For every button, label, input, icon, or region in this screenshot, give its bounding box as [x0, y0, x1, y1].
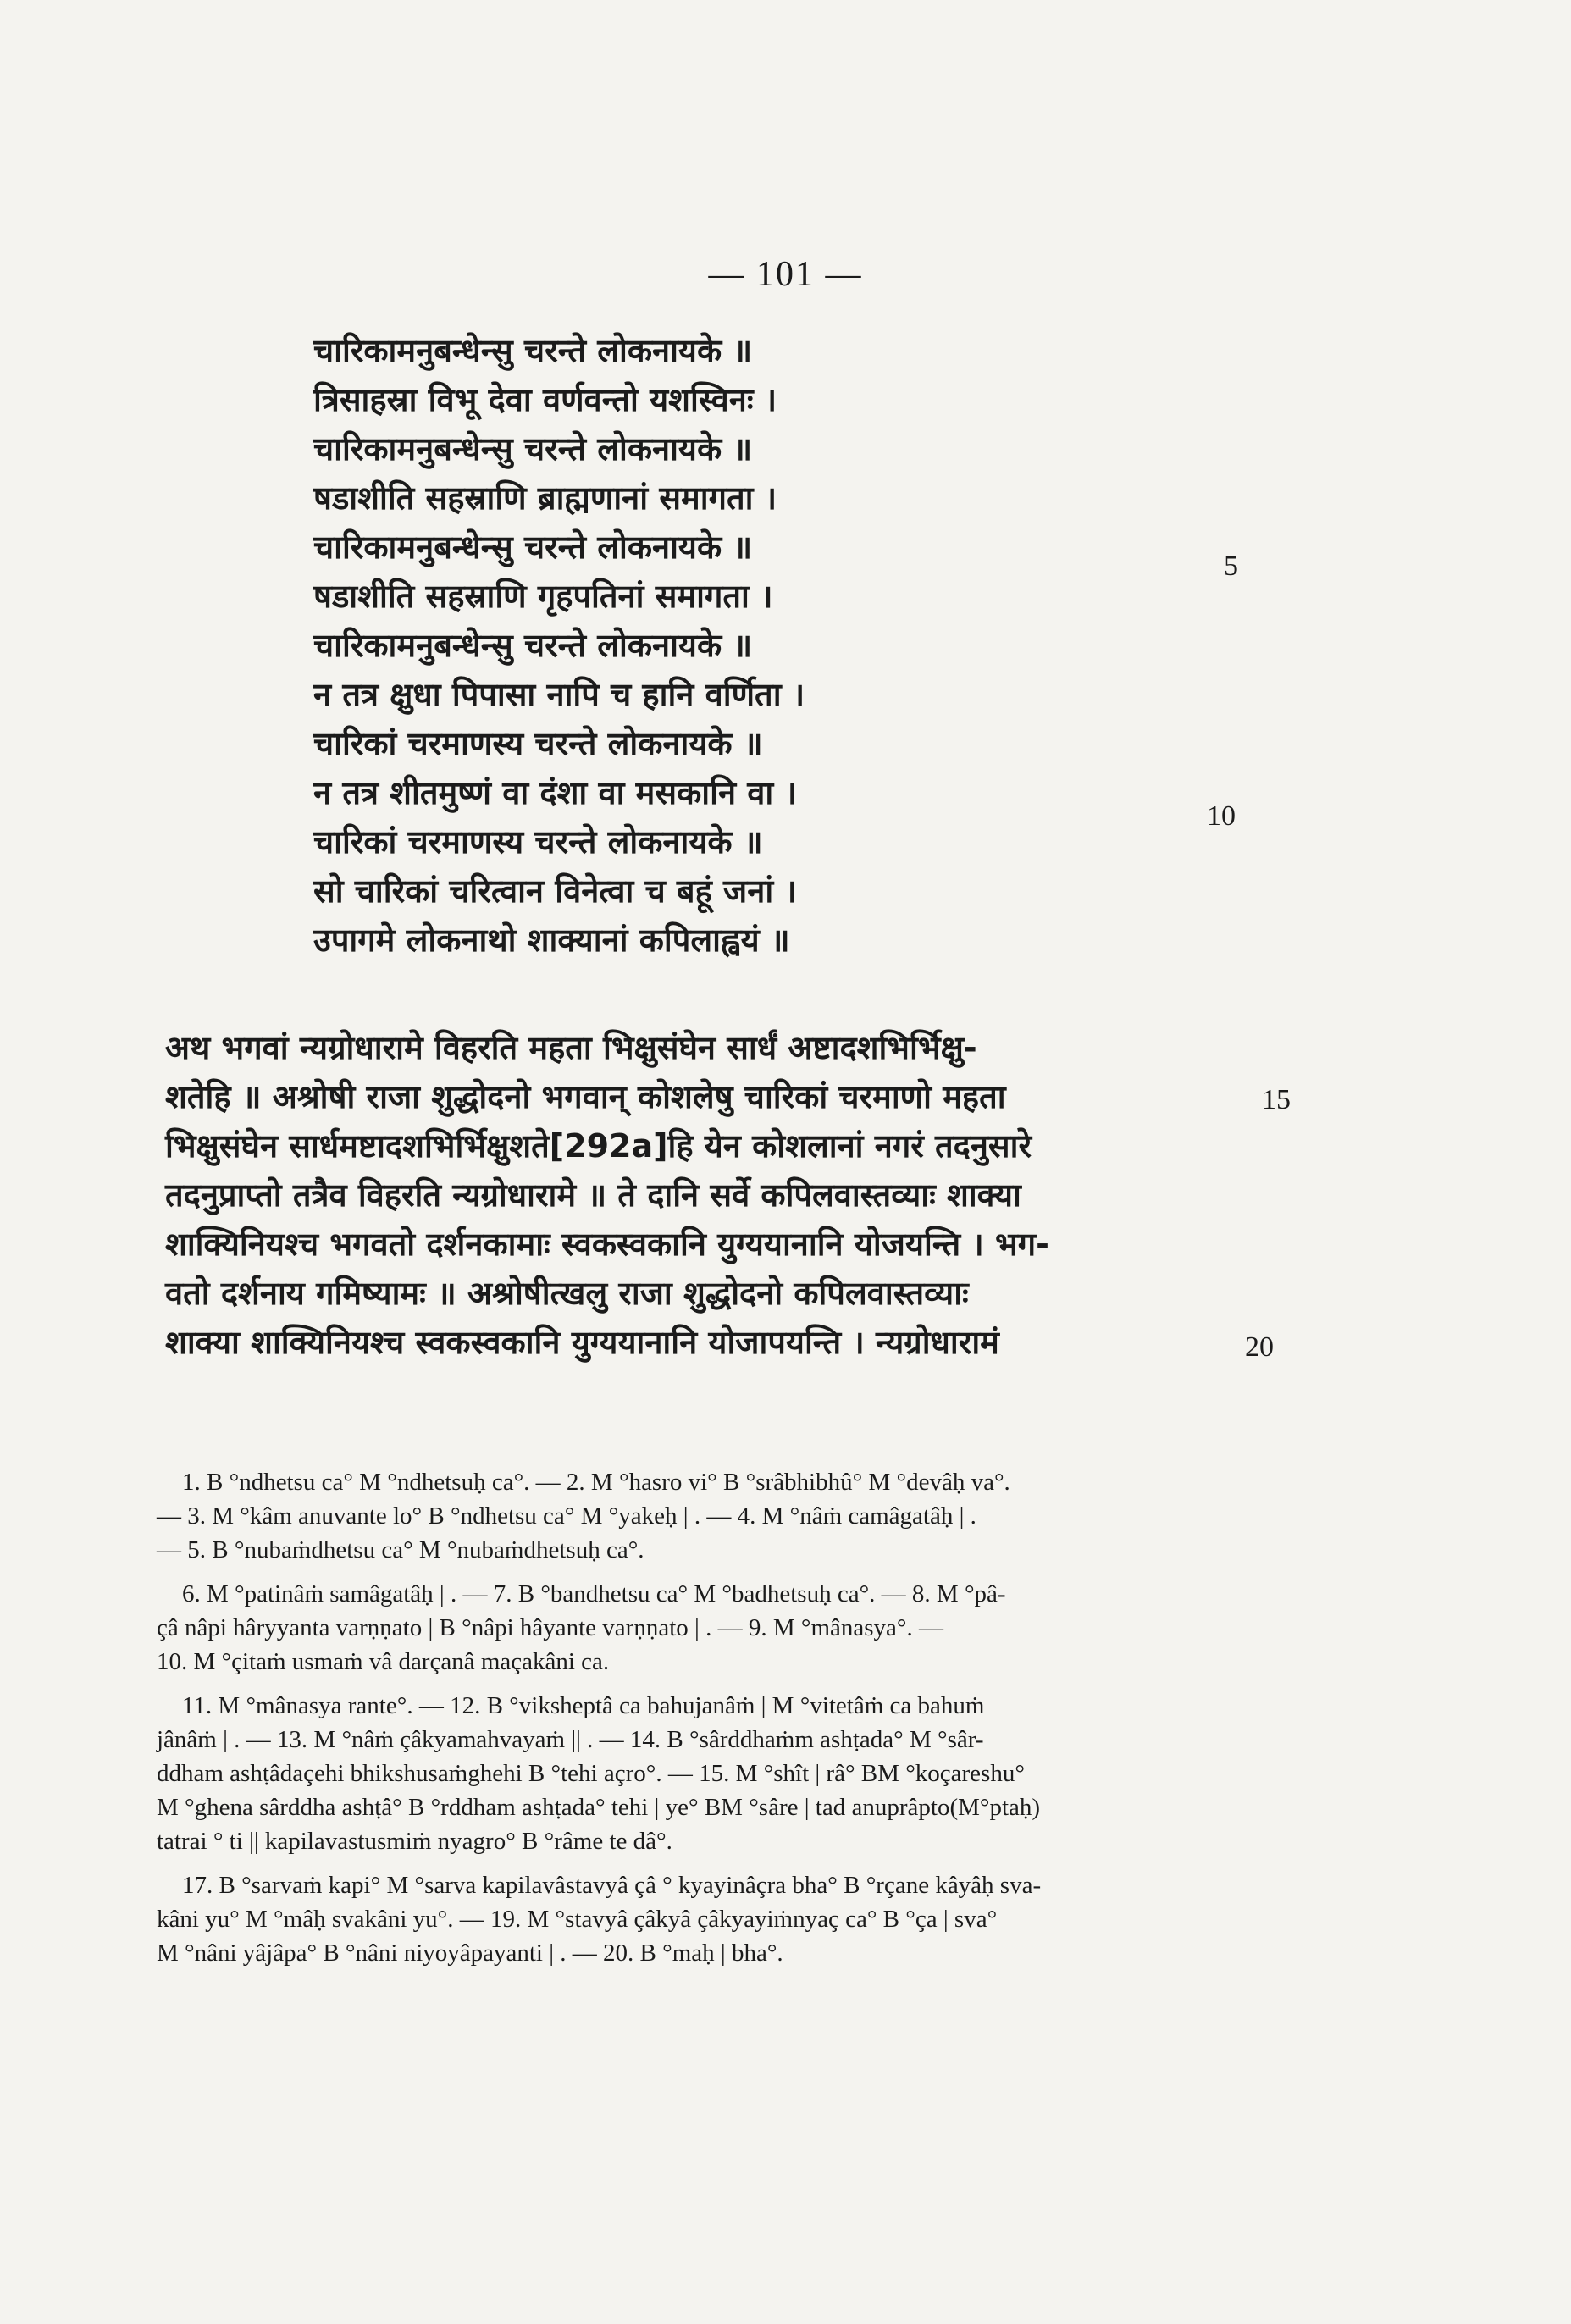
prose-line: तदनुप्राप्तो तत्रैव विहरति न्यग्रोधारामे ॥ ते दानि सर्वे कपिलवास्तव्याः शाक्या — [165, 1176, 1021, 1214]
footnote-line: jânâṁ | . — 13. M °nâṁ çâkyamahvayaṁ || . — 14. B °sârddhaṁm ashṭada° M °sâr- — [157, 1726, 984, 1753]
footnote-block — [157, 1577, 1258, 1679]
verse-block — [313, 326, 1287, 965]
verse-line: चारिकामनुबन्धेन्सु चरन्ते लोकनायके ॥ — [313, 528, 753, 566]
footnote-line: 10. M °çitaṁ usmaṁ vâ darçanâ maçakâni ca. — [157, 1648, 610, 1675]
prose-line: वतो दर्शनाय गमिष्यामः ॥ अश्रोषीत्खलु राजा शुद्धोदनो कपिलवास्तव्याः — [165, 1275, 969, 1312]
footnote-line: M °nâni yâjâpa° B °nâni niyoyâpayanti | . — 20. B °maḥ | bha°. — [157, 1939, 783, 1967]
verse-line: षडाशीति सहस्राणि ब्राह्मणानां समागता । — [313, 479, 777, 517]
footnote-block — [157, 1689, 1258, 1858]
prose-line: शाक्यिनियश्च भगवतो दर्शनकामाः स्वकस्वकानि युग्ययानानि योजयन्ति । भग- — [165, 1226, 1049, 1263]
footnote-line: M °ghena sârddha ashṭâ° B °rddham ashṭada° tehi | ye° BM °sâre | tad anuprâpto(M°ptaḥ) — [157, 1794, 1041, 1821]
line-number-15: 15 — [1262, 1084, 1291, 1115]
footnote-line: — 5. B °nubaṁdhetsu ca° M °nubaṁdhetsuḥ ca°. — [157, 1536, 644, 1563]
footnote-line: 11. M °mânasya rante°. — 12. B °viksheptâ ca bahujanâṁ | M °vitetâṁ ca bahuṁ — [182, 1692, 985, 1719]
line-number-20: 20 — [1245, 1331, 1274, 1363]
verse-line: चारिकामनुबन्धेन्सु चरन्ते लोकनायके ॥ — [313, 627, 753, 664]
footnote-line: ddham ashṭâdaçehi bhikshusaṁghehi B °tehi açro°. — 15. M °shît | râ° BM °koçareshu° — [157, 1760, 1025, 1787]
prose-line: शाक्या शाक्यिनियश्च स्वकस्वकानि युग्ययानानि योजापयन्ति । न्यग्रोधारामं — [165, 1324, 999, 1361]
footnote-line: — 3. M °kâm anuvante lo° B °ndhetsu ca° M °yakeḥ | . — 4. M °nâṁ camâgatâḥ | . — [157, 1502, 976, 1530]
verse-line: न तत्र शीतमुष्णं वा दंशा वा मसकानि वा । — [313, 774, 797, 811]
footnote-line: 17. B °sarvaṁ kapi° M °sarva kapilavâstavyâ çâ ° kyayinâçra bha° B °rçane kâyâḥ sva- — [182, 1872, 1042, 1899]
footnote-line: 6. M °patinâṁ samâgatâḥ | . — 7. B °bandhetsu ca° M °badhetsuḥ ca°. — 8. M °pâ- — [182, 1580, 1006, 1607]
verse-line: चारिकां चरमाणस्य चरन्ते लोकनायके ॥ — [313, 823, 763, 860]
footnote-block — [157, 1465, 1258, 1567]
page-number: — 101 — — [708, 255, 863, 294]
line-number-5: 5 — [1224, 551, 1238, 582]
footnote-line: tatrai ° ti || kapilavastusmiṁ nyagro° B °râme te dâ°. — [157, 1828, 672, 1855]
footnote-line: kâni yu° M °mâḥ svakâni yu°. — 19. M °stavyâ çâkyâ çâkyayiṁnyaç ca° B °ça | sva° — [157, 1906, 998, 1933]
verse-line: उपागमे लोकनाथो शाक्यानां कपिलाह्वयं ॥ — [313, 921, 790, 959]
verse-line: सो चारिकां चरित्वान विनेत्वा च बहूं जनां । — [313, 872, 797, 910]
footnote-line: çâ nâpi hâryyanta varṇṇato | B °nâpi hâyante varṇṇato | . — 9. M °mânasya°. — — [157, 1614, 944, 1641]
verse-line: चारिकामनुबन्धेन्सु चरन्ते लोकनायके ॥ — [313, 332, 753, 369]
footnote-block — [157, 1868, 1258, 1970]
verse-line: त्रिसाहस्रा विभू देवा वर्णवन्तो यशस्विनः । — [313, 381, 777, 418]
verse-line: षडाशीति सहस्राणि गृहपतिनां समागता । — [313, 578, 773, 615]
prose-line: अथ भगवां न्यग्रोधारामे विहरति महता भिक्षुसंघेन सार्धं अष्टादशभिर्भिक्षु- — [165, 1029, 977, 1066]
verse-line: चारिकामनुबन्धेन्सु चरन्ते लोकनायके ॥ — [313, 430, 753, 468]
verse-line: न तत्र क्षुधा पिपासा नापि च हानि वर्णिता । — [313, 676, 805, 713]
verse-line: चारिकां चरमाणस्य चरन्ते लोकनायके ॥ — [313, 725, 763, 762]
prose-block — [165, 1023, 1266, 1367]
prose-line: भिक्षुसंघेन सार्धमष्टादशभिर्भिक्षुशते[292a]हि येन कोशलानां नगरं तदनुसारे — [165, 1127, 1032, 1165]
line-number-10: 10 — [1207, 800, 1236, 832]
footnotes — [157, 1465, 1258, 1980]
footnote-line: 1. B °ndhetsu ca° M °ndhetsuḥ ca°. — 2. M °hasro vi° B °srâbhibhû° M °devâḥ va°. — [182, 1469, 1010, 1496]
prose-line: शतेहि ॥ अश्रोषी राजा शुद्धोदनो भगवान् कोशलेषु चारिकां चरमाणो महता — [165, 1078, 1006, 1115]
